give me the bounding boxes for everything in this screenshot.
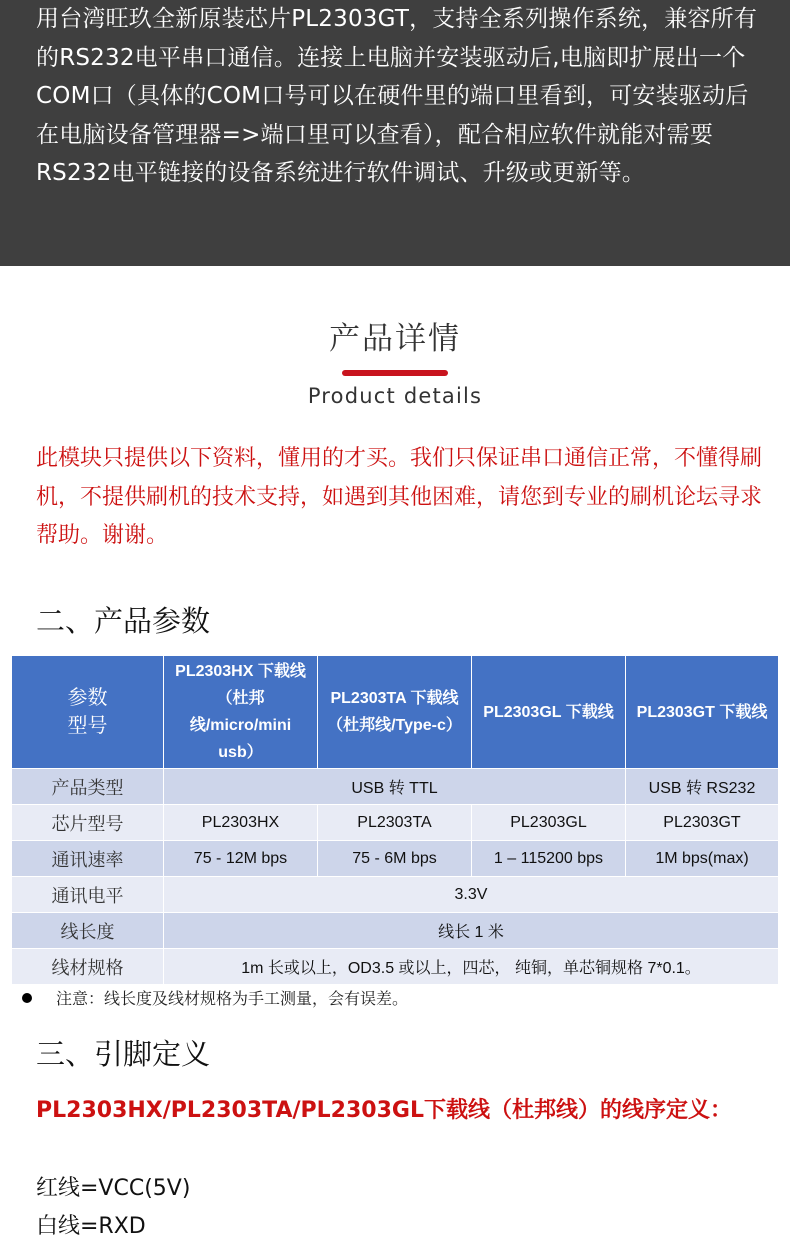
table-row — [12, 877, 779, 913]
row-label: 产品类型 — [12, 769, 164, 805]
cell-rs232: USB 转 RS232 — [626, 769, 779, 805]
pin-subtitle: PL2303HX/PL2303TA/PL2303GL下载线（杜邦线）的线序定义： — [36, 1098, 732, 1123]
heading-underline — [342, 370, 448, 376]
heading-en: Product details — [307, 384, 483, 408]
table-cell: 75 - 6M bps — [318, 841, 472, 877]
cell-ttl: USB 转 TTL — [164, 769, 626, 805]
heading-cn: 产品详情 — [329, 321, 461, 357]
table-row — [12, 841, 779, 877]
bullet-icon — [22, 993, 32, 1003]
row-label: 芯片型号 — [12, 805, 164, 841]
header-col-hx: PL2303HX 下载线（杜邦线/micro/mini usb） — [164, 656, 318, 769]
section-title-params: 二、产品参数 — [36, 604, 211, 638]
intro-banner — [0, 0, 790, 266]
footnote — [22, 986, 408, 1009]
row-label: 通讯速率 — [12, 841, 164, 877]
table-cell: 1m 长或以上，OD3.5 或以上，四芯， 纯铜，单芯铜规格 7*0.1。 — [164, 949, 779, 985]
header-model: 型号 — [67, 715, 108, 737]
table-cell: 3.3V — [164, 877, 779, 913]
header-col-gl: PL2303GL 下载线 — [472, 656, 626, 769]
header-col-gt: PL2303GT 下载线 — [626, 656, 779, 769]
table-row — [12, 913, 779, 949]
red-notice: 此模块只提供以下资料，懂用的才买。我们只保证串口通信正常，不懂得刷机，不提供刷机的技术支持，如遇到其他困难，请您到专业的刷机论坛寻求帮助。谢谢。 — [36, 446, 763, 548]
header-col-ta: PL2303TA 下载线（杜邦线/Type-c） — [318, 656, 472, 769]
row-label: 通讯电平 — [12, 877, 164, 913]
pin-line-white: 白线=RXD — [36, 1214, 146, 1239]
intro-text: 用台湾旺玖全新原装芯片PL2303GT，支持全系列操作系统，兼容所有的RS232电平串口通信。连接上电脑并安装驱动后,电脑即扩展出一个COM口（具体的COM口号可以在硬件里的端口里看到，可安装驱动后在电脑设备管理器=>端口里可以查看），配合相应软件就能对需要RS232电平链接的设备系统进行软件调试、升级或更新等。 — [36, 6, 758, 186]
table-cell: PL2303GL — [472, 805, 626, 841]
table-cell: PL2303HX — [164, 805, 318, 841]
table-header-row — [12, 656, 779, 769]
header-param-model — [12, 656, 164, 769]
section-title-pins: 三、引脚定义 — [36, 1037, 211, 1071]
product-details-heading — [0, 318, 790, 408]
table-cell: 75 - 12M bps — [164, 841, 318, 877]
table-cell: PL2303TA — [318, 805, 472, 841]
footnote-text: 注意：线长度及线材规格为手工测量，会有误差。 — [56, 989, 409, 1008]
table-row — [12, 769, 779, 805]
spec-table — [11, 655, 779, 985]
row-label: 线长度 — [12, 913, 164, 949]
table-row — [12, 805, 779, 841]
header-param: 参数 — [67, 687, 108, 709]
table-cell: 1M bps(max) — [626, 841, 779, 877]
table-cell: 1 – 115200 bps — [472, 841, 626, 877]
table-cell: 线长 1 米 — [164, 913, 779, 949]
pin-line-red: 红线=VCC(5V) — [36, 1176, 191, 1201]
table-row — [12, 949, 779, 985]
row-label: 线材规格 — [12, 949, 164, 985]
table-cell: PL2303GT — [626, 805, 779, 841]
